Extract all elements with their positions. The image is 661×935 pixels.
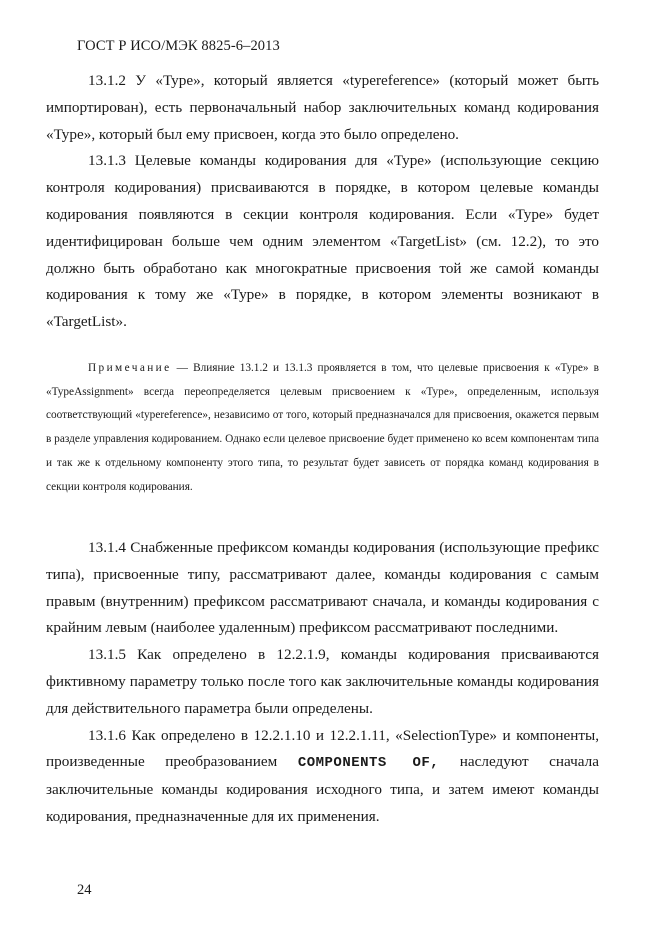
paragraph-13-1-5: 13.1.5 Как определено в 12.2.1.9, команды кодирования присваиваются фиктивному параметру только после того как заключительные команды кодирования для действительного параметра были определены. [46, 646, 599, 717]
main-text-top [46, 68, 599, 336]
note-text: Влияние 13.1.2 и 13.1.3 проявляется в том, что целевые присвоения к «Type» в «TypeAssignment» всегда переопределяется целевым присвоением к «Type», определенным, используя соответствующий «typereference», независимо от того, который предназначался для присвоения, окажется первым в разделе управления кодированием. Однако если целевое присвоение будет применено ко всем компонентам типа и так же к отдельному компоненту этого типа, то результат будет зависеть от порядка команд кодирования в секции контроля кодирования. [46, 362, 599, 493]
paragraph-13-1-3: 13.1.3 Целевые команды кодирования для «Type» (использующие секцию контроля кодирования) присваиваются в порядке, в котором целевые команды кодирования появляются в секции контроля кодирования. Если «Type» будет идентифицирован больше чем одним элементом «TargetList» (см. 12.2), то это должно быть обработано как многократные присвоения той же самой команды кодирования к тому же «Type» в порядке, в котором элементы возникают в «TargetList». [46, 152, 599, 331]
paragraph-13-1-6 [46, 723, 599, 831]
paragraph-13-1-4: 13.1.4 Снабженные префиксом команды кодирования (использующие префикс типа), присвоенные типу, рассматривают далее, команды кодирования с самым правым (внутренним) префиксом рассматривают сначала, и команды кодирования с крайним левым (наиболее удаленным) префиксом рассматривают последними. [46, 539, 599, 637]
note-block [46, 357, 599, 499]
main-text-bottom [46, 535, 599, 831]
paragraph-13-1-2: 13.1.2 У «Type», который является «typereference» (который может быть импортирован), есть первоначальный набор заключительных команд кодирования «Type», который был ему присвоен, когда это было определено. [46, 72, 599, 143]
note-dash: — [176, 362, 188, 374]
note-label: Примечание [88, 362, 172, 374]
paragraph-13-1-6-end: наследуют сначала заключительные команды кодирования исходного типа, и затем имеют команды кодирования, предназначенные для их применения. [46, 753, 599, 825]
code-components-of: COMPONENTS OF, [297, 755, 440, 772]
page-number: 24 [77, 882, 92, 898]
document-header: ГОСТ Р ИСО/МЭК 8825-6–2013 [77, 38, 280, 54]
paragraph-13-1-6-start: 13.1.6 Как определено в 12.2.1.10 и 12.2.1.11, «SelectionType» и компоненты, произведенные преобразованием [46, 726, 599, 771]
